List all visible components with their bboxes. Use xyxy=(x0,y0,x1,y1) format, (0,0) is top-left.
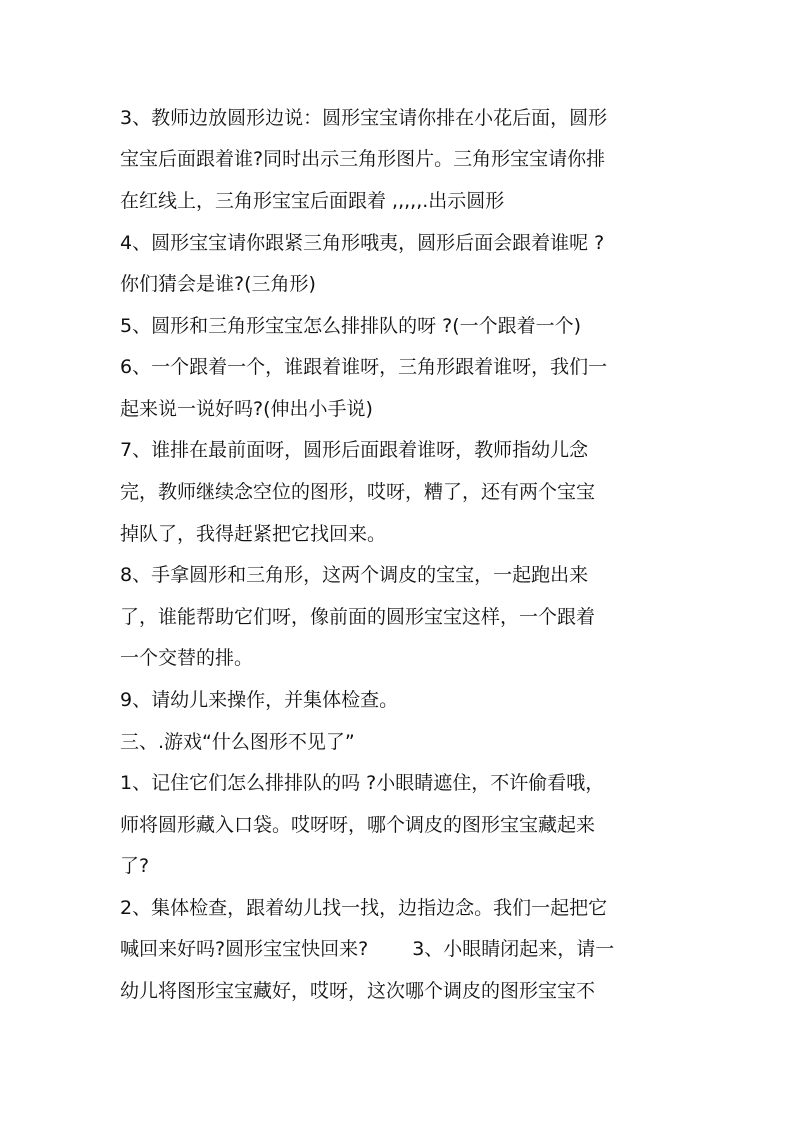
text-line-11: 掉队了，我得赶紧把它找回来。 xyxy=(120,523,387,545)
text-line-2: 宝宝后面跟着谁?同时出示三角形图片。三角形宝宝请你排 xyxy=(120,148,606,170)
text-line-13: 了，谁能帮助它们呀，像前面的圆形宝宝这样，一个跟着 xyxy=(120,606,596,628)
section-heading: 三、.游戏“什么图形不见了” xyxy=(120,731,355,753)
text-line-4: 4、圆形宝宝请你跟紧三角形哦夷，圆形后面会跟着谁呢 ? xyxy=(120,232,605,254)
text-line-20: 2、集体检查，跟着幼儿找一找，边指边念。我们一起把它 xyxy=(120,897,608,919)
text-line-21: 喊回来好吗?圆形宝宝快回来? 3、小眼睛闭起来，请一 xyxy=(120,938,615,960)
text-line-14: 一个交替的排。 xyxy=(120,647,254,669)
text-line-5: 你们猜会是谁?(三角形) xyxy=(120,273,316,295)
text-line-3: 在红线上，三角形宝宝后面跟着 ,,,,,.出示圆形 xyxy=(120,190,505,212)
text-line-8: 起来说一说好吗?(伸出小手说) xyxy=(120,398,373,420)
text-line-18: 师将圆形藏入口袋。哎呀呀，哪个调皮的图形宝宝藏起来 xyxy=(120,814,596,836)
text-line-1: 3、教师边放圆形边说：圆形宝宝请你排在小花后面，圆形 xyxy=(120,107,608,129)
text-line-15: 9、请幼儿来操作，并集体检查。 xyxy=(120,689,399,711)
text-line-17: 1、记住它们怎么排排队的吗 ?小眼睛遮住，不许偷看哦， xyxy=(120,772,605,794)
text-line-9: 7、谁排在最前面呀，圆形后面跟着谁呀，教师指幼儿念 xyxy=(120,439,589,461)
text-line-22: 幼儿将图形宝宝藏好，哎呀，这次哪个调皮的图形宝宝不 xyxy=(120,980,596,1002)
text-line-6: 5、圆形和三角形宝宝怎么排排队的呀 ?(一个跟着一个) xyxy=(120,315,582,337)
text-line-10: 完，教师继续念空位的图形，哎呀，糟了，还有两个宝宝 xyxy=(120,481,596,503)
text-line-7: 6、一个跟着一个，谁跟着谁呀，三角形跟着谁呀，我们一 xyxy=(120,356,608,378)
text-line-19: 了? xyxy=(120,855,150,877)
text-line-12: 8、手拿圆形和三角形，这两个调皮的宝宝，一起跑出来 xyxy=(120,564,589,586)
